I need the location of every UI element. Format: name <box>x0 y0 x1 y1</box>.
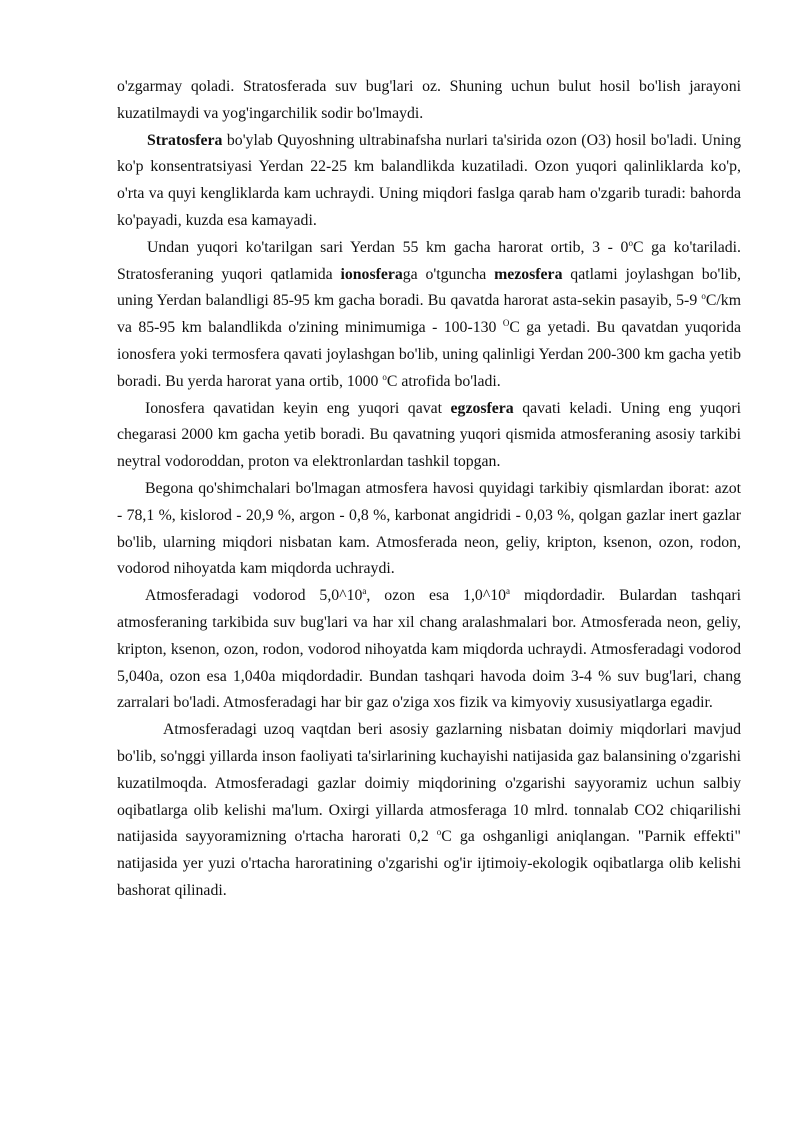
term-stratosfera: Stratosfera <box>147 131 223 149</box>
paragraph-3: Undan yuqori ko'tarilgan sari Yerdan 55 km gacha harorat ortib, 3 - 0$^o$C ga ko'tariladi. Stratosferaning yuqori qatlamida ionosferaga o'tguncha mezosfera qatlami joylashgan bo'lib, uning Yerdan balandligi 85-95 km gacha boradi. Bu qavatda harorat asta-sekin pasayib, 5-9 $^o$C/km va 85-95 km balandlikda o'zining minimumiga - 100-130 $^O$C ga yetadi. Bu qavatdan yuqorida ionosfera yoki termosfera qavati joylashgan bo'lib, uning qalinligi Yerdan 200-300 km gacha yetib boradi. Bu yerda harorat yana ortib, 1000 $^o$C atrofida bo'ladi. <box>117 237 741 390</box>
paragraph-1: o'zgarmay qoladi. Stratosferada suv bug'lari oz. Shuning uchun bulut hosil bo'lish jarayoni kuzatilmaydi va yog'ingarchilik sodir bo'lmaydi. <box>117 78 741 122</box>
paragraph-5: Begona qo'shimchalari bo'lmagan atmosfera havosi quyidagi tarkibiy qismlardan iborat: azot - 78,1 %, kislorod - 20,9 %, argon - 0,8 %, karbonat angidridi - 0,03 %, qolgan gazlar inert gazlar bo'lib, ularning miqdori nisbatan kam. Atmosferada neon, geliy, kripton, ksenon, ozon, rodon, vodorod nihoyatda kam miqdorda uchraydi. <box>117 479 741 578</box>
term-mezosfera: mezosfera <box>494 265 563 283</box>
term-egzosfera: egzosfera <box>450 399 514 417</box>
term-ionosfera: ionosfera <box>340 265 403 283</box>
paragraph-2: Stratosfera bo'ylab Quyoshning ultrabinafsha nurlari ta'sirida ozon (O3) hosil bo'ladi. Uning ko'p konsentratsiyasi Yerdan 22-25 km balandlikda kuzatiladi. Ozon yuqori qalinliklarda ko'p, o'rta va quyi kengliklarda kam uchraydi. Uning miqdori faslga qarab ham o'zgarib turadi: bahorda ko'payadi, kuzda esa kamayadi. <box>117 131 741 229</box>
paragraph-7: Atmosferadagi uzoq vaqtdan beri asosiy gazlarning nisbatan doimiy miqdorlari mavjud bo'lib, so'nggi yillarda inson faoliyati ta'sirlarining kuchayishi natijasida gaz balansining o'zgarishi kuzatilmoqda. Atmosferadagi gazlar doimiy miqdorining o'zgarishi sayyoramiz uchun salbiy oqibatlarga olib kelishi ma'lum. Oxirgi yillarda atmosferaga 10 mlrd. tonnalab CO2 chiqarilishi natijasida sayyoramizning o'rtacha harorati 0,2 $^o$C ga oshganligi aniqlangan. "Parnik effekti" natijasida yer yuzi o'rtacha haroratining o'zgarishi og'ir ijtimoiy-ekologik oqibatlarga olib kelishi bashorat qilinadi. <box>117 721 741 899</box>
document-page <box>117 74 741 905</box>
paragraph-4: Ionosfera qavatidan keyin eng yuqori qavat egzosfera qavati keladi. Uning eng yuqori chegarasi 2000 km gacha yetib boradi. Bu qavatning yuqori qismida atmosferaning asosiy tarkibi neytral vodoroddan, proton va elektronlardan tashkil topgan. <box>117 399 741 471</box>
paragraph-6: Atmosferadagi vodorod 5,0^10$^a$, ozon esa 1,0^10$^a$ miqdordadir. Bulardan tashqari atmosferaning tarkibida suv bug'lari va har xil chang aralashmalari bor. Atmosferada neon, geliy, kripton, ksenon, ozon, rodon, vodorod nihoyatda kam miqdorda uchraydi. Atmosferadagi vodorod 5,040a, ozon esa 1,040a miqdordadir. Bundan tashqari havoda doim 3-4 % suv bug'lari, chang zarralari bo'ladi. Atmosferadagi har bir gaz o'ziga xos fizik va kimyoviy xususiyatlarga egadir. <box>117 586 741 712</box>
